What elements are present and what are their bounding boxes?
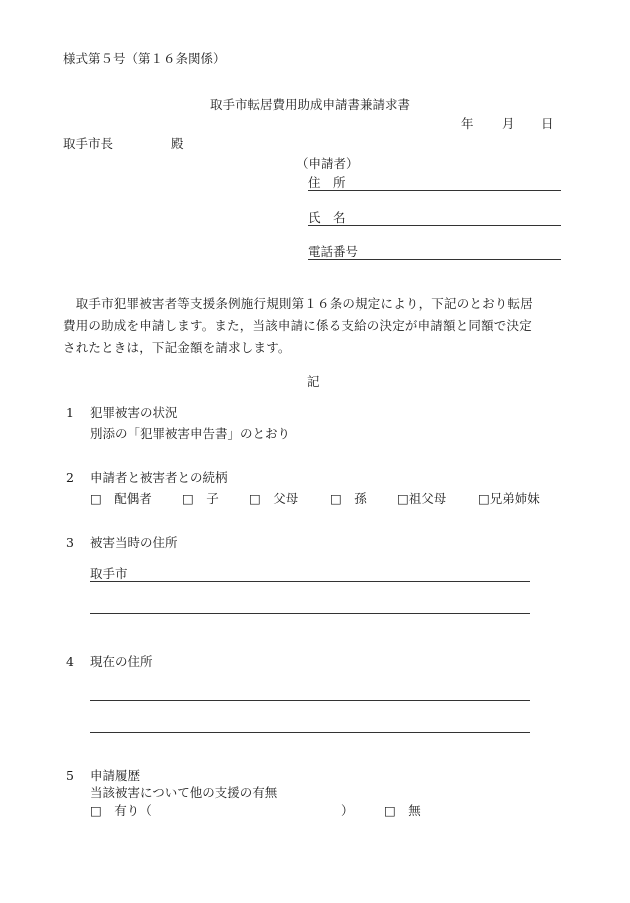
body-line-2: 費用の助成を申請します。また，当該申請に係る支給の決定が申請額と同額で決定	[63, 318, 532, 333]
option-spouse-checkbox[interactable]: □ 配偶者	[90, 491, 152, 506]
section5-title: 申請履歴	[90, 768, 141, 783]
option-child-checkbox[interactable]: □ 子	[182, 491, 219, 506]
section2-title: 申請者と被害者との続柄	[90, 470, 228, 485]
section3-prefill: 取手市	[90, 566, 128, 581]
section4-title: 現在の住所	[90, 654, 153, 669]
document-title: 取手市転居費用助成申請書兼請求書	[210, 97, 411, 112]
date-day: 日	[541, 116, 554, 131]
section5-number: 5	[66, 768, 74, 783]
applicant-phone-label: 電話番号	[308, 244, 359, 259]
addressee-honorific: 殿	[171, 136, 184, 151]
applicant-address-field[interactable]	[308, 190, 561, 191]
section1-title: 犯罪被害の状況	[90, 405, 178, 420]
section2-number: 2	[66, 470, 74, 485]
section4-address-line-2[interactable]	[90, 732, 530, 733]
body-line-3: されたときは，下記金額を請求します。	[63, 340, 291, 355]
option-grandparents-checkbox[interactable]: □祖父母	[397, 491, 447, 506]
option-parents-checkbox[interactable]: □ 父母	[249, 491, 299, 506]
applicant-name-field[interactable]	[308, 225, 561, 226]
section3-number: 3	[66, 535, 74, 550]
option-grandchild-checkbox[interactable]: □ 孫	[330, 491, 367, 506]
date-year: 年	[461, 116, 474, 131]
applicant-address-label: 住 所	[308, 175, 346, 190]
body-paragraph	[63, 293, 575, 359]
applicant-name-label: 氏 名	[308, 210, 346, 225]
support-yes-close-paren: ）	[341, 803, 354, 818]
section1-content: 別添の「犯罪被害申告書」のとおり	[90, 426, 291, 441]
section1-number: 1	[66, 405, 74, 420]
body-line-1: 取手市犯罪被害者等支援条例施行規則第１６条の規定により，下記のとおり転居	[63, 296, 533, 311]
applicant-heading: （申請者）	[296, 156, 359, 171]
addressee-name: 取手市長	[63, 136, 114, 151]
date-month: 月	[502, 116, 515, 131]
section3-address-line-1[interactable]	[90, 581, 530, 582]
support-yes-checkbox[interactable]: □ 有り（	[90, 803, 152, 818]
section5-question: 当該被害について他の支援の有無	[90, 785, 278, 800]
section3-address-line-2[interactable]	[90, 613, 530, 614]
section4-number: 4	[66, 654, 74, 669]
section3-title: 被害当時の住所	[90, 535, 178, 550]
section4-address-line-1[interactable]	[90, 700, 530, 701]
support-no-checkbox[interactable]: □ 無	[384, 803, 421, 818]
ki-label: 記	[307, 374, 320, 389]
applicant-phone-field[interactable]	[308, 259, 561, 260]
option-siblings-checkbox[interactable]: □兄弟姉妹	[478, 491, 540, 506]
form-number: 様式第５号（第１６条関係）	[63, 51, 226, 66]
